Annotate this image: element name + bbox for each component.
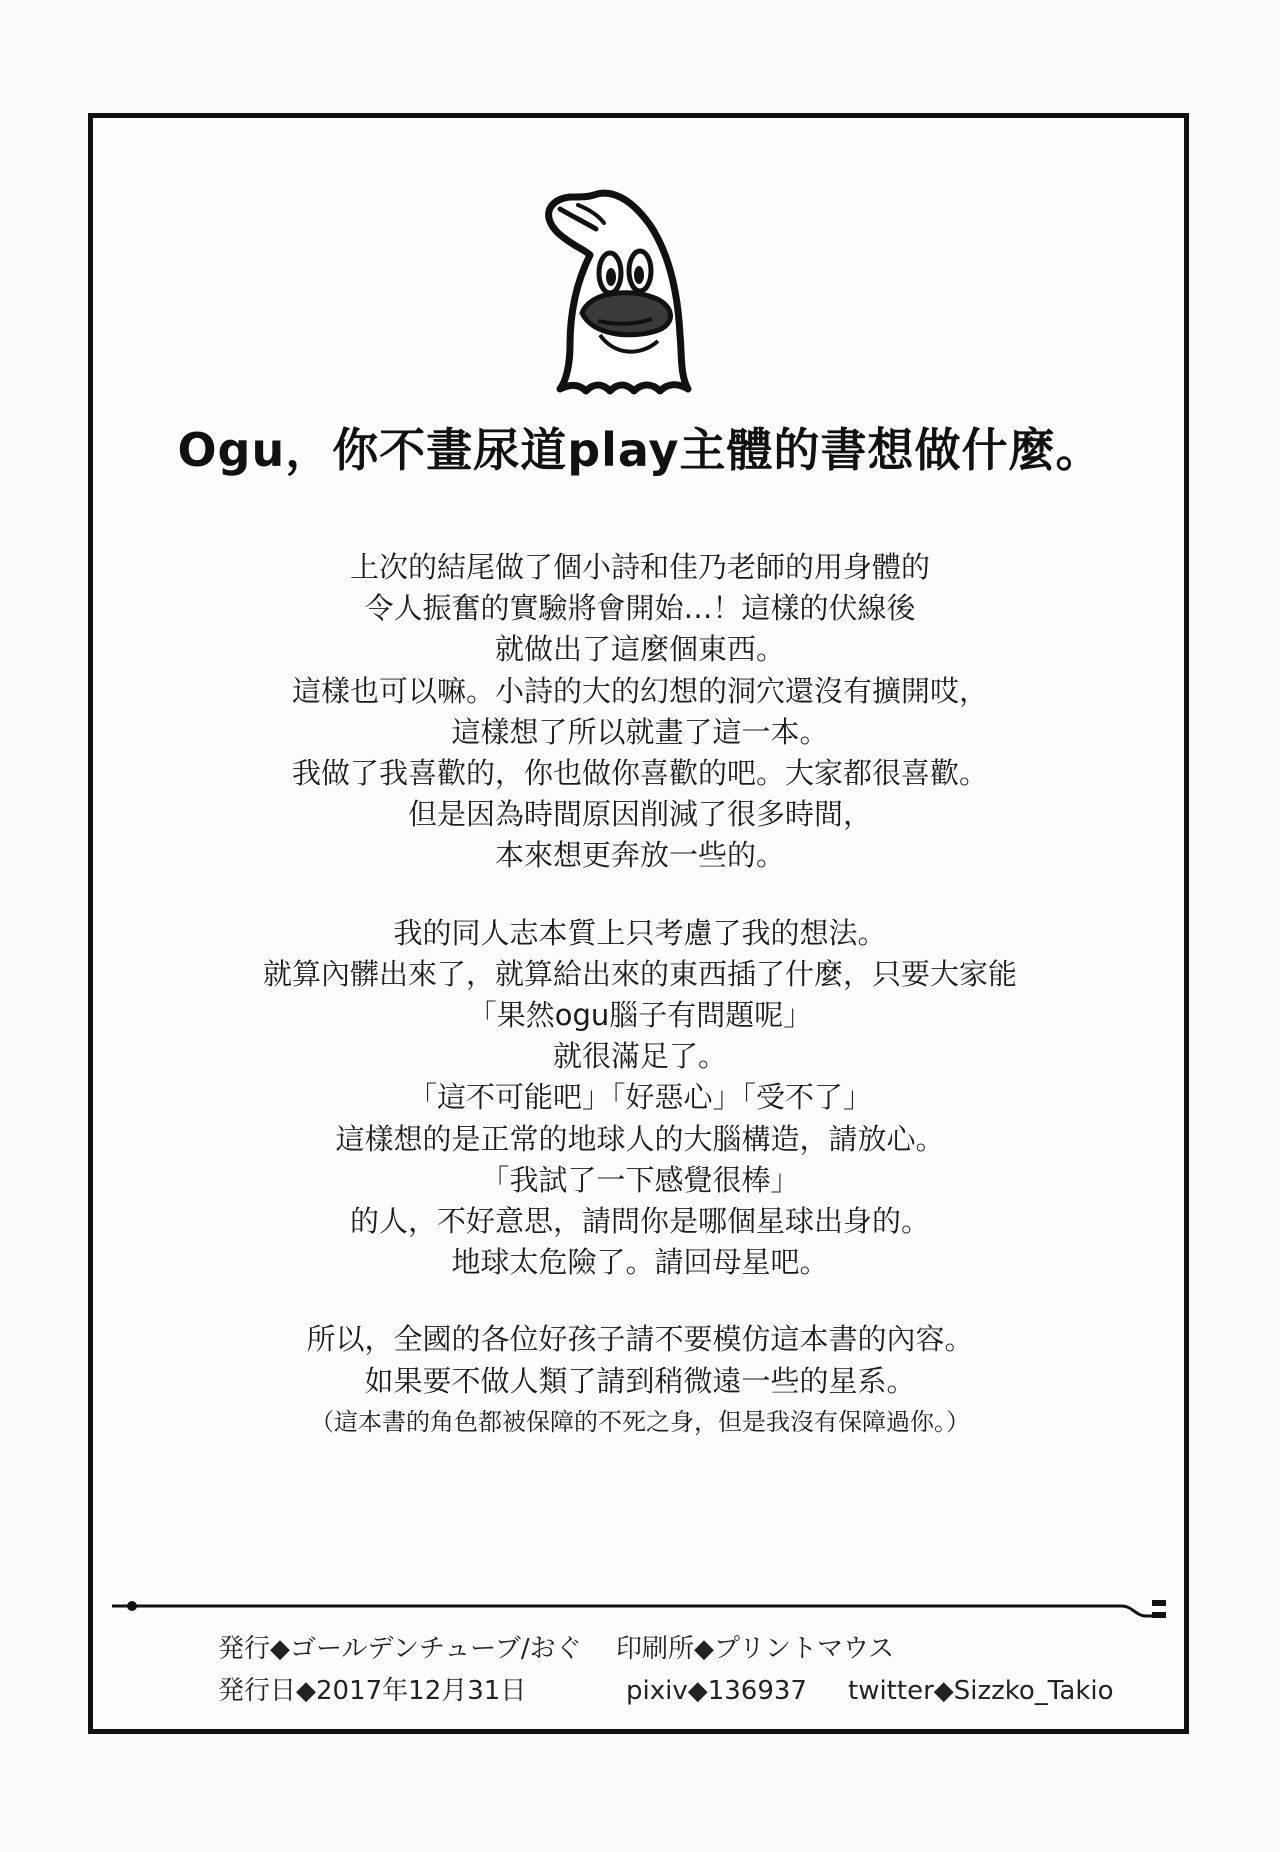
text-line: 如果要不做人類了請到稍微遠一些的星系。 (364, 1363, 916, 1398)
divider-plug-icon (112, 1590, 1172, 1630)
text-line: 「我試了一下感覺很棒」 (480, 1162, 800, 1197)
text-line: 就做出了這麼個東西。 (494, 632, 785, 667)
text-line: 這樣也可以嘛。小詩的大的幻想的洞穴還沒有擴開哎， (291, 673, 988, 708)
text-line: 我的同人志本質上只考慮了我的想法。 (393, 915, 887, 950)
text-line: 這樣想了所以就畫了這一本。 (451, 714, 829, 749)
text-line: 本來想更奔放一些的。 (494, 838, 785, 873)
paragraph-gap (180, 877, 1100, 913)
text-line: 上次的結尾做了個小詩和佳乃老師的用身體的 (349, 550, 930, 584)
text-line: 我做了我喜歡的，你也做你喜歡的吧。大家都很喜歡。 (291, 756, 988, 791)
text-line: 令人振奮的實驗將會開始…！這樣的伏線後 (364, 591, 916, 626)
publisher-text: 発行◆ゴールデンチューブ/おぐ (218, 1634, 582, 1664)
twitter-text: twitter◆Sizzko_Takio (848, 1676, 1114, 1706)
printer-text: 印刷所◆プリントマウス (616, 1634, 895, 1664)
text-line: 就算內髒出來了，就算給出來的東西插了什麼，只要大家能 (262, 956, 1017, 991)
afterword-text (180, 547, 1100, 1443)
page-title: Ogu，你不畫尿道play主體的書想做什麼。 (177, 423, 1103, 477)
publish-date-text: 発行日◆2017年12月31日 (218, 1676, 527, 1706)
text-line: 的人，不好意思，請問你是哪個星球出身的。 (349, 1204, 930, 1239)
text-line: 地球太危險了。請回母星吧。 (451, 1245, 829, 1280)
text-line: 這樣想的是正常的地球人的大腦構造，請放心。 (335, 1121, 945, 1156)
text-line: 「這不可能吧」「好惡心」「受不了」 (407, 1080, 872, 1115)
colophon-row (218, 1628, 1158, 1670)
colophon-row (218, 1670, 1158, 1712)
text-line: 「果然ogu腦子有問題呢」 (467, 998, 813, 1033)
mascot-ghost-duck-icon (530, 185, 725, 395)
colophon (218, 1628, 1158, 1712)
text-line: 就很滿足了。 (552, 1039, 727, 1074)
text-line: 所以，全國的各位好孩子請不要模仿這本書的內容。 (306, 1322, 974, 1357)
pixiv-text: pixiv◆136937 (626, 1676, 807, 1706)
paragraph-gap (180, 1283, 1100, 1319)
footnote: （這本書的角色都被保障的不死之身，但是我沒有保障過你。） (310, 1407, 970, 1436)
text-line: 但是因為時間原因削減了很多時間， (407, 797, 872, 832)
